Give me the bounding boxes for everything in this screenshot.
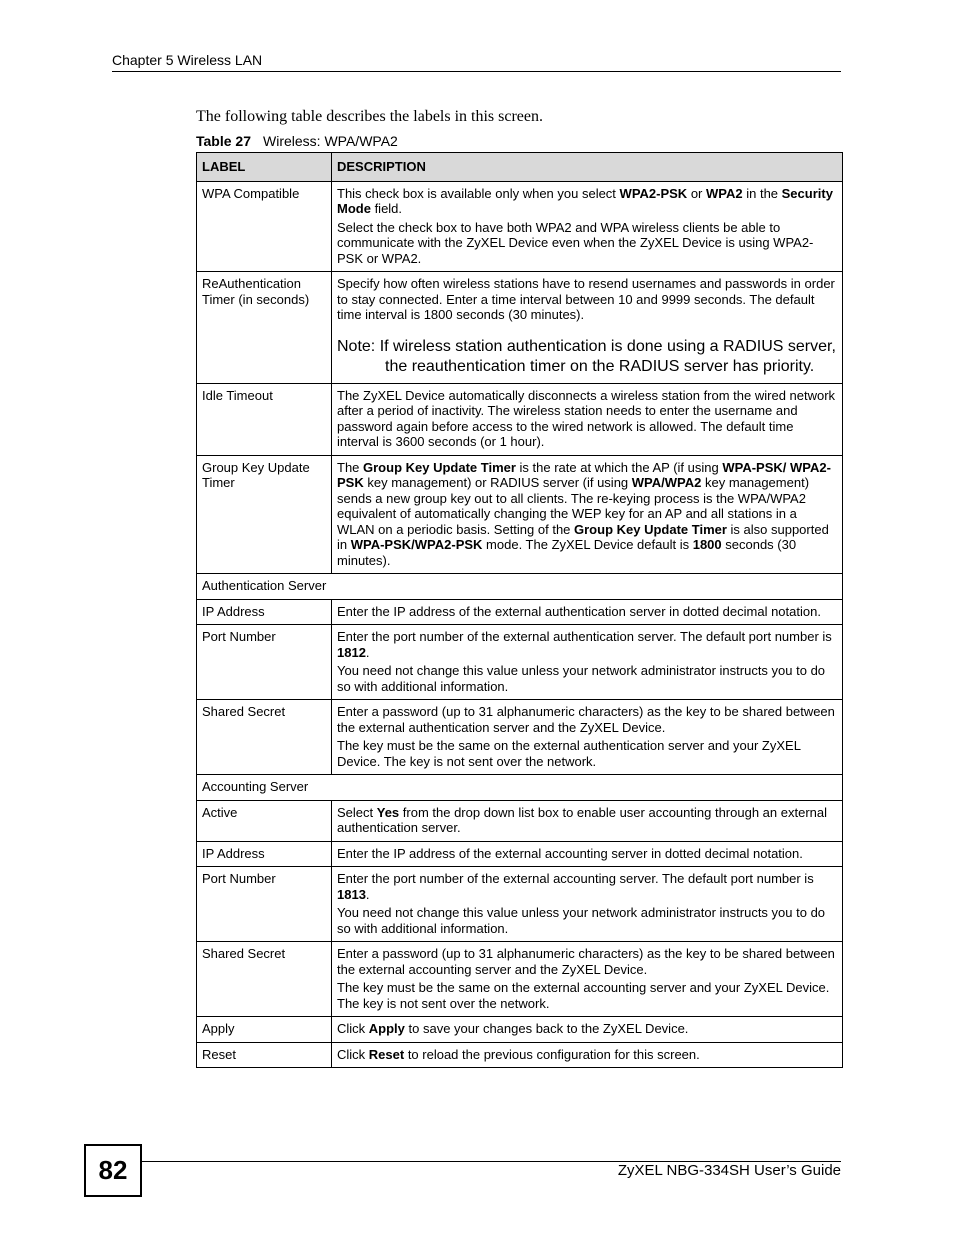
description-paragraph: Enter the IP address of the external authentication server in dotted decimal notation.	[337, 603, 821, 619]
row-description	[332, 841, 843, 867]
table-row	[197, 455, 843, 574]
row-description	[332, 700, 843, 775]
table-row	[197, 625, 843, 700]
table-row	[197, 700, 843, 775]
section-row	[197, 574, 843, 600]
row-description	[332, 272, 843, 384]
row-description	[332, 455, 843, 574]
description-paragraph: This check box is available only when you select WPA2-PSK or WPA2 in the Security Mode field.	[337, 185, 833, 216]
row-label: Apply	[197, 1017, 332, 1043]
note-text: Note: If wireless station authentication is done using a RADIUS server, the reauthentication timer on the RADIUS server has priority.	[337, 337, 836, 375]
table-row	[197, 841, 843, 867]
description-paragraph: Click Reset to reload the previous configuration for this screen.	[337, 1046, 700, 1062]
row-description	[332, 942, 843, 1017]
description-paragraph: Enter a password (up to 31 alphanumeric characters) as the key to be shared between the external accounting server and the ZyXEL Device.	[337, 946, 835, 977]
section-row	[197, 775, 843, 801]
table-title: Wireless: WPA/WPA2	[263, 133, 398, 149]
description-paragraph: Specify how often wireless stations have to resend usernames and passwords in order to stay connected. Enter a time interval between 10 and 9999 seconds. The default time interval is 1800 seconds (30 minutes).	[337, 276, 835, 322]
page-number: 82	[84, 1144, 142, 1197]
labels-table	[196, 152, 843, 1068]
description-paragraph: You need not change this value unless your network administrator instructs you to do so with additional information.	[337, 905, 826, 936]
row-description	[332, 181, 843, 272]
row-description	[332, 383, 843, 455]
row-description	[332, 800, 843, 841]
table-row	[197, 383, 843, 455]
table-body	[197, 181, 843, 1068]
table-row	[197, 1017, 843, 1043]
row-label: Port Number	[197, 625, 332, 700]
row-label: WPA Compatible	[197, 181, 332, 272]
description-paragraph: Enter a password (up to 31 alphanumeric characters) as the key to be shared between the external authentication server and the ZyXEL Device.	[337, 704, 835, 735]
table-number: Table 27	[196, 133, 251, 149]
table-header-row	[197, 153, 843, 182]
row-label: ReAuthentication Timer (in seconds)	[197, 272, 332, 384]
chapter-header: Chapter 5 Wireless LAN	[112, 52, 841, 72]
column-header-description: DESCRIPTION	[332, 153, 843, 182]
column-header-label: LABEL	[197, 153, 332, 182]
row-label: Reset	[197, 1042, 332, 1068]
row-description	[332, 625, 843, 700]
description-paragraph: The key must be the same on the external accounting server and your ZyXEL Device. The key is not sent over the network.	[337, 980, 830, 1011]
row-label: Shared Secret	[197, 942, 332, 1017]
description-paragraph: The Group Key Update Timer is the rate at which the AP (if using WPA-PSK/ WPA2-PSK key management) or RADIUS server (if using WPA/WPA2 key management) sends a new group key out to all clients. The re-keying process is the WPA/WPA2 equivalent of automatically changing the WEP key for an AP and all stations in a WLAN on a periodic basis. Setting of the Group Key Update Timer is also supported in WPA-PSK/WPA2-PSK mode. The ZyXEL Device default is 1800 seconds (30 minutes).	[337, 459, 831, 568]
description-paragraph: You need not change this value unless your network administrator instructs you to do so with additional information.	[337, 663, 826, 694]
row-description	[332, 867, 843, 942]
row-description	[332, 1017, 843, 1043]
table-row	[197, 1042, 843, 1068]
section-label: Accounting Server	[197, 775, 843, 801]
intro-text: The following table describes the labels in this screen.	[196, 108, 544, 125]
description-paragraph: The ZyXEL Device automatically disconnects a wireless station from the wired network after a period of inactivity. The wireless station needs to enter the username and password again before access to the wired network is allowed. The default time interval is 3600 seconds (or 1 hour).	[337, 387, 836, 449]
table-row	[197, 867, 843, 942]
table-caption	[196, 133, 398, 149]
description-paragraph: The key must be the same on the external authentication server and your ZyXEL Device. The key is not sent over the network.	[337, 738, 801, 769]
row-label: Active	[197, 800, 332, 841]
guide-title: ZyXEL NBG-334SH User’s Guide	[617, 1162, 841, 1179]
description-paragraph: Click Apply to save your changes back to the ZyXEL Device.	[337, 1021, 689, 1036]
row-label: Idle Timeout	[197, 383, 332, 455]
row-label: Port Number	[197, 867, 332, 942]
description-paragraph: Enter the IP address of the external accounting server in dotted decimal notation.	[337, 845, 803, 861]
table-row	[197, 599, 843, 625]
row-label: IP Address	[197, 599, 332, 625]
description-paragraph: Enter the port number of the external accounting server. The default port number is 1813.	[337, 871, 814, 902]
description-paragraph: Select the check box to have both WPA2 and WPA wireless clients be able to communicate with the ZyXEL Device even when the ZyXEL Device is using WPA2-PSK or WPA2.	[337, 219, 814, 266]
description-paragraph: Enter the port number of the external authentication server. The default port number is 1812.	[337, 629, 832, 660]
table-row	[197, 800, 843, 841]
section-label: Authentication Server	[197, 574, 843, 600]
table-row	[197, 181, 843, 272]
row-label: Group Key Update Timer	[197, 455, 332, 574]
table-row	[197, 272, 843, 384]
row-label: IP Address	[197, 841, 332, 867]
row-description	[332, 599, 843, 625]
table-row	[197, 942, 843, 1017]
row-description	[332, 1042, 843, 1068]
description-paragraph: Select Yes from the drop down list box to enable user accounting through an external authentication server.	[337, 804, 827, 835]
row-label: Shared Secret	[197, 700, 332, 775]
